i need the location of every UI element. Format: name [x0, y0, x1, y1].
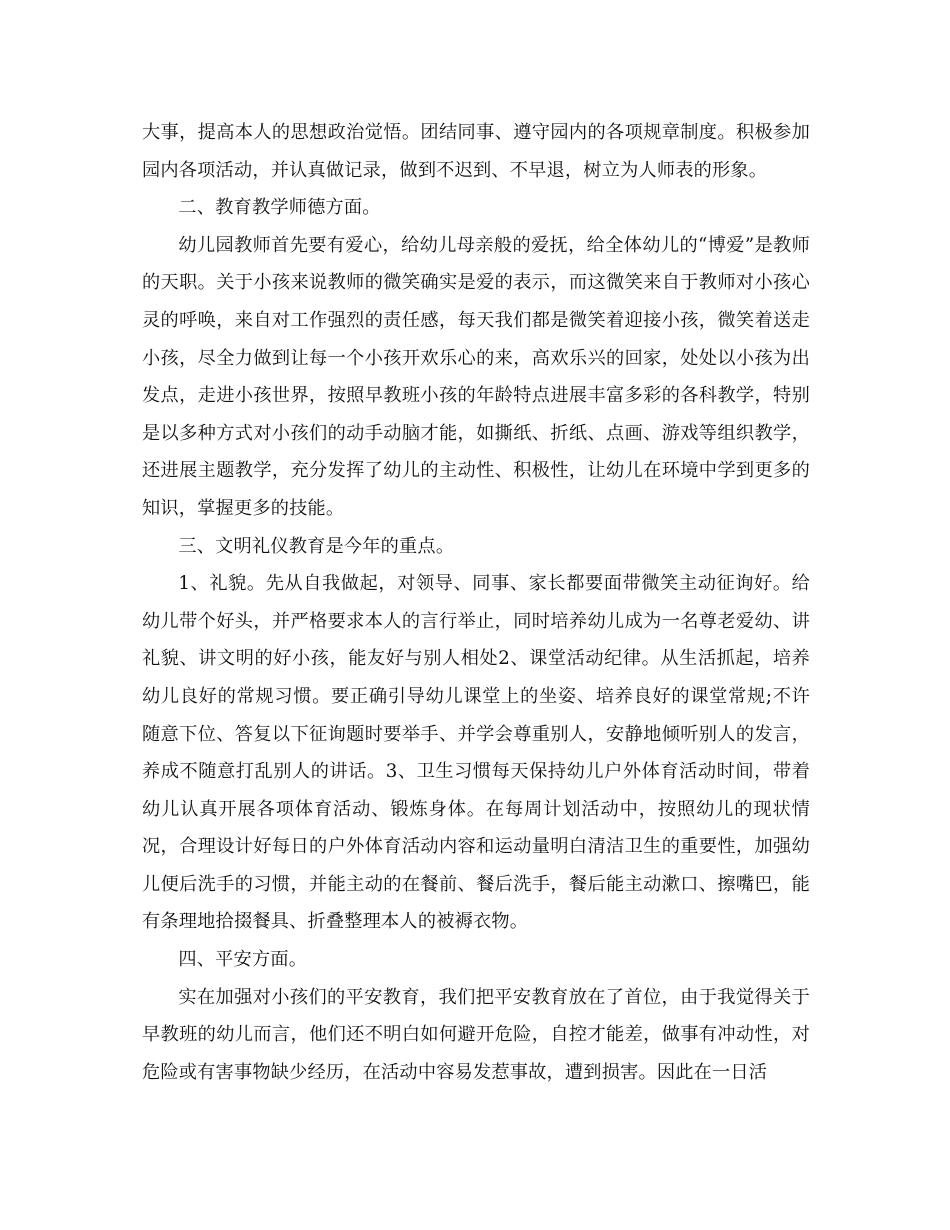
paragraph-teaching-ethics: 幼儿园教师首先要有爱心，给幼儿母亲般的爱抚，给全体幼儿的“博爱”是教师的天职。关于小孩来说教师的微笑确实是爱的表示，而这微笑来自于教师对小孩心灵的呼唤，来自对工作强烈的责任感，每天我们都是微笑着迎接小孩，微笑着送走小孩，尽全力做到让每一个小孩开欢乐心的来，高欢乐兴的回家，处处以小孩为出发点，走进小孩世界，按照早教班小孩的年龄特点进展丰富多彩的各科教学，特别是以多种方式对小孩们的动手动脑才能，如撕纸、折纸、点画、游戏等组织教学，还进展主题教学，充分发挥了幼儿的主动性、积极性，让幼儿在环境中学到更多的知识，掌握更多的技能。	[142, 234, 810, 519]
heading-teaching-ethics: 二、教育教学师德方面。	[178, 197, 381, 219]
heading-safety: 四、平安方面。	[178, 949, 308, 971]
paragraph-etiquette-education: 1、礼貌。先从自我做起，对领导、同事、家长都要面带微笑主动征询好。给幼儿带个好头，并严格要求本人的言行举止，同时培养幼儿成为一名尊老爱幼、讲礼貌、讲文明的好小孩，能友好与别人相处2、课堂活动纪律。从生活抓起，培养幼儿良好的常规习惯。要正确引导幼儿课堂上的坐姿、培养良好的课堂常规;不许随意下位、答复以下征询题时要举手、并学会尊重别人，安静地倾听别人的发言，养成不随意打乱别人的讲话。3、卫生习惯每天保持幼儿户外体育活动时间，带着幼儿认真开展各项体育活动、锻炼身体。在每周计划活动中，按照幼儿的现状情况，合理设计好每日的户外体育活动内容和运动量明白清洁卫生的重要性，加强幼儿便后洗手的习惯，并能主动的在餐前、餐后洗手，餐后能主动漱口、擦嘴巴，能有条理地拾掇餐具、折叠整理本人的被褥衣物。	[142, 573, 810, 933]
document-body	[142, 114, 810, 1091]
paragraph-1: 大事，提高本人的思想政治觉悟。团结同事、遵守园内的各项规章制度。积极参加园内各项活动，并认真做记录，做到不迟到、不早退，树立为人师表的形象。	[142, 122, 810, 181]
heading-etiquette-education: 三、文明礼仪教育是今年的重点。	[178, 535, 455, 557]
paragraph-safety: 实在加强对小孩们的平安教育，我们把平安教育放在了首位，由于我觉得关于早教班的幼儿而言，他们还不明白如何避开危险，自控才能差，做事有冲动性，对危险或有害事物缺少经历，在活动中容易发惹事故，遭到损害。因此在一日活	[142, 986, 810, 1083]
